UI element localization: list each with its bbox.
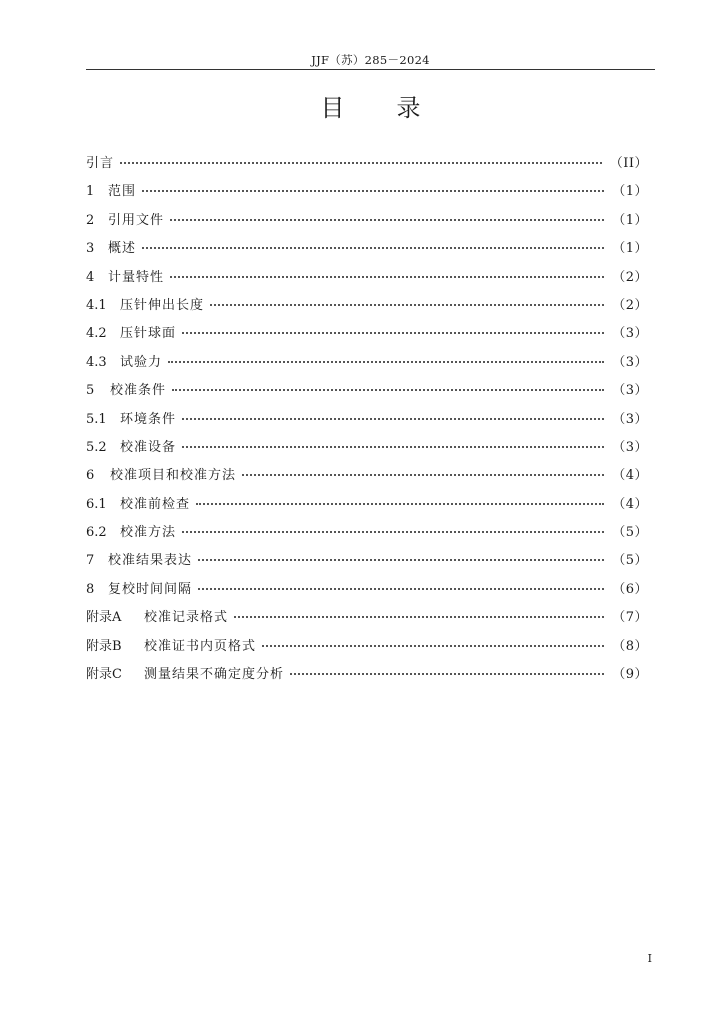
toc-leader-dots [196,489,604,505]
toc-label: 范围 [108,184,137,200]
toc-label: 校准设备 [120,439,177,455]
toc-entry-6[interactable] [86,462,648,490]
toc-leader-dots [182,517,604,533]
toc-label: 复校时间间隔 [108,581,193,597]
toc-entry-5-1[interactable] [86,406,648,434]
toc-page: （5） [612,525,648,541]
toc-number: 附录A [86,610,122,626]
toc-label: 环境条件 [120,411,177,427]
toc-page: （7） [612,610,648,626]
toc-label: 校准证书内页格式 [144,638,257,654]
toc-leader-dots [170,205,604,221]
toc-number: 附录C [86,667,122,683]
toc-page: （3） [612,411,648,427]
toc-leader-dots [262,631,604,647]
toc-entry-5-2[interactable] [86,434,648,462]
toc-leader-dots [182,318,604,334]
toc-entry-6-2[interactable] [86,519,648,547]
toc-page: （3） [612,439,648,455]
toc-number: 4.2 [86,326,107,342]
toc-number: 6 [86,468,95,484]
toc-label: 测量结果不确定度分析 [144,667,285,683]
toc-label: 校准条件 [110,383,167,399]
toc-entry-3[interactable] [86,235,648,263]
toc-page: （3） [612,354,648,370]
toc-leader-dots [234,602,604,618]
toc-number: 8 [86,581,95,597]
toc-leader-dots [168,347,604,363]
page-number: I [647,952,652,965]
toc-entry-1[interactable] [86,178,648,206]
toc-entry-4[interactable] [86,264,648,292]
toc-label: 校准方法 [120,525,177,541]
toc-number: 5.2 [86,439,107,455]
toc-entry-4-3[interactable] [86,349,648,377]
toc-page: （2） [612,269,648,285]
toc-leader-dots [142,233,604,249]
toc-label: 压针伸出长度 [120,297,205,313]
toc-page: （1） [612,241,648,257]
toc-label: 校准结果表达 [108,553,193,569]
toc-leader-dots [142,176,604,192]
toc-page: （1） [612,184,648,200]
toc-leader-dots [198,545,604,561]
toc-label: 引言 [86,156,115,171]
toc-label: 概述 [108,241,137,257]
toc-number: 4.3 [86,354,107,370]
toc-number: 1 [86,184,95,200]
toc-number: 5.1 [86,411,107,427]
toc-leader-dots [182,404,604,420]
page-title [86,88,655,123]
toc-number: 7 [86,553,95,569]
toc-entry-4-1[interactable] [86,292,648,320]
toc-page: （II） [609,156,648,171]
toc-leader-dots [198,574,604,590]
toc-entry-6-1[interactable] [86,491,648,519]
toc-page: （4） [612,496,648,512]
toc-entry-4-2[interactable] [86,320,648,348]
toc-page: （9） [612,667,648,683]
toc-number: 5 [86,383,95,399]
toc-label: 引用文件 [108,212,165,228]
toc-leader-dots [170,262,604,278]
toc-number: 4.1 [86,297,107,313]
toc-label: 校准项目和校准方法 [110,468,237,484]
toc-number: 附录B [86,638,122,654]
title-char-1: 目 [320,94,345,122]
toc-label: 校准前检查 [120,496,191,512]
header-rule [86,69,655,70]
toc-entry-8[interactable] [86,576,648,604]
toc-entry-appendix-a[interactable] [86,604,648,632]
title-char-2: 录 [396,94,421,122]
toc-leader-dots [210,290,604,306]
toc-label: 试验力 [120,354,163,370]
toc-entry-intro[interactable] [86,150,648,178]
toc-leader-dots [290,659,604,675]
toc-label: 压针球面 [120,326,177,342]
toc-page: （3） [612,326,648,342]
document-header: JJF（苏）285－2024 [311,53,430,67]
toc-number: 6.2 [86,525,107,541]
toc-page: （2） [612,297,648,313]
toc-label: 计量特性 [108,269,165,285]
toc-page: （3） [612,383,648,399]
toc-entry-appendix-b[interactable] [86,633,648,661]
toc-leader-dots [242,460,604,476]
toc-entry-5[interactable] [86,377,648,405]
toc-page: （5） [612,553,648,569]
toc-page: （8） [612,638,648,654]
table-of-contents [86,150,648,689]
toc-number: 4 [86,269,95,285]
toc-number: 2 [86,212,95,228]
toc-entry-appendix-c[interactable] [86,661,648,689]
toc-entry-7[interactable] [86,547,648,575]
toc-number: 3 [86,241,95,257]
toc-leader-dots [120,148,602,164]
toc-leader-dots [172,375,604,391]
toc-leader-dots [182,432,604,448]
toc-page: （6） [612,581,648,597]
toc-label: 校准记录格式 [144,610,229,626]
toc-number: 6.1 [86,496,107,512]
toc-page: （4） [612,468,648,484]
toc-page: （1） [612,212,648,228]
toc-entry-2[interactable] [86,207,648,235]
